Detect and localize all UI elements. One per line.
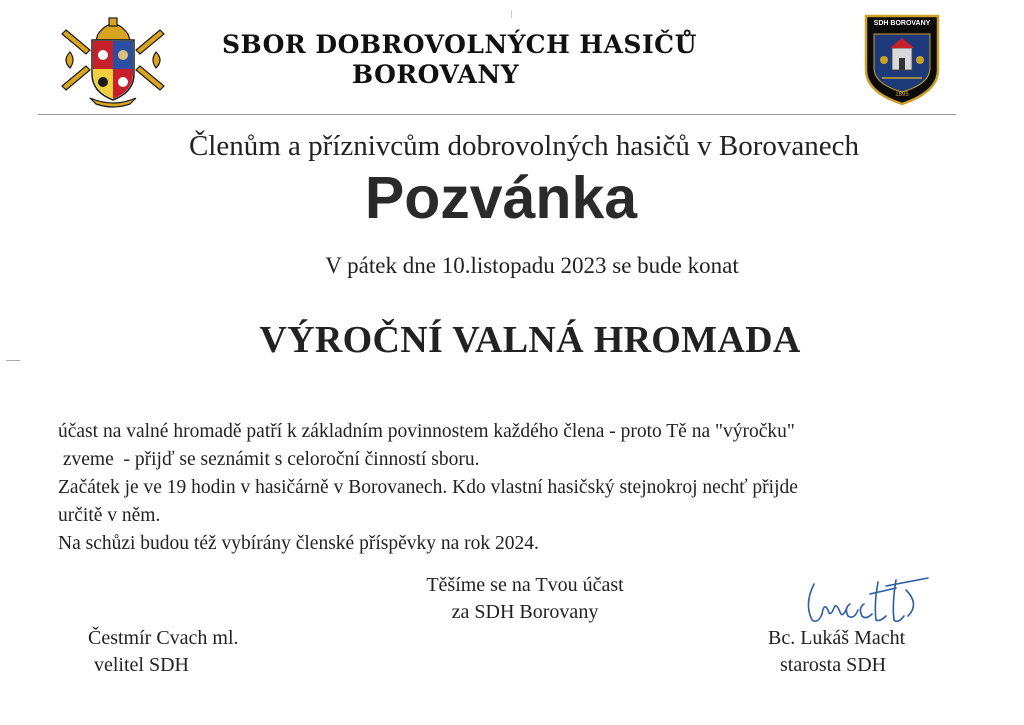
org-name-line1: SBOR DOBROVOLNÝCH HASIČŮ	[222, 30, 697, 59]
body-line: zveme - přijď se seznámit s celoroční činností sboru.	[58, 449, 480, 470]
invitation-title: Pozvánka	[364, 165, 638, 231]
commander-name: Čestmír Cvach ml.	[88, 627, 239, 649]
closing-line2: za SDH Borovany	[451, 601, 599, 623]
org-name-line2: BOROVANY	[352, 60, 520, 89]
sdh-badge-logo	[862, 12, 942, 106]
header-divider	[38, 114, 956, 115]
badge-text: SDH BOROVANY	[873, 20, 931, 27]
date-line: V pátek dne 10.listopadu 2023 se bude konat	[325, 253, 739, 278]
body-text	[58, 418, 938, 558]
fire-brigade-emblem	[60, 12, 166, 108]
body-line: Začátek je ve 19 hodin v hasičárně v Borovanech. Kdo vlastní hasičský stejnokroj nechť přijde	[58, 477, 798, 498]
badge-year: 1895	[895, 92, 909, 98]
closing-line1: Těšíme se na Tvou účast	[426, 574, 624, 596]
body-line: určitě v něm.	[58, 505, 161, 526]
chairman-role: starosta SDH	[780, 654, 887, 676]
commander-role: velitel SDH	[94, 654, 189, 676]
body-line: účast na valné hromadě patří k základním povinnostem každého člena - proto Tě na "výročku"	[58, 421, 795, 442]
handwritten-signature	[800, 574, 935, 628]
chairman-name: Bc. Lukáš Macht	[768, 627, 906, 649]
event-name: VÝROČNÍ VALNÁ HROMADA	[259, 319, 801, 361]
closing	[380, 572, 670, 626]
margin-mark-top	[511, 10, 512, 18]
greeting: Členům a příznivcům dobrovolných hasičů v Borovanech	[188, 130, 860, 162]
body-line: Na schůzi budou též vybírány členské příspěvky na rok 2024.	[58, 533, 539, 554]
